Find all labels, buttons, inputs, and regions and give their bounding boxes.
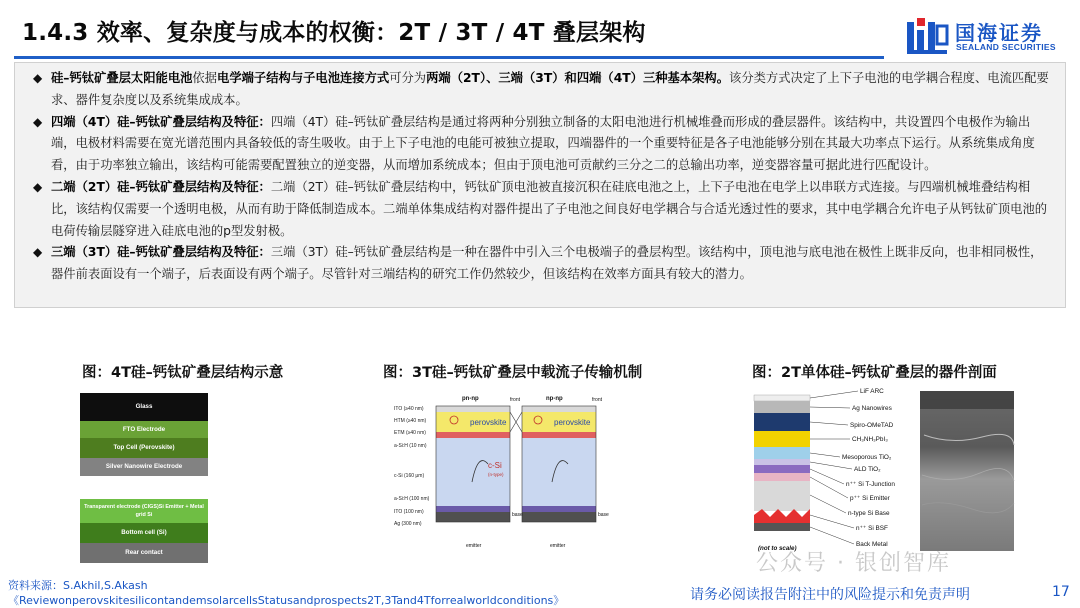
fig2-label-3: a-Si:H (10 nm) [394, 443, 427, 449]
bullet-bold-text: 电学端子结构与子电池连接方式 [217, 71, 390, 85]
figure-2t-device-cross-section [752, 385, 1017, 553]
layer-bottom-cell: Bottom cell (Si) [80, 523, 208, 543]
fig3-label-7: p⁺⁺ Si Emitter [850, 495, 890, 502]
fig3-not-to-scale: (not to scale) [758, 545, 797, 552]
fig2-label-1: HTM (≥40 nm) [394, 418, 427, 424]
page-title: 1.4.3 效率、复杂度与成本的权衡：2T / 3T / 4T 叠层架构 [22, 20, 646, 46]
fig3-label-5: ALD TiO₂ [854, 466, 881, 473]
fig3-label-0: LiF ARC [860, 388, 884, 395]
bullet-marker: ◆ [33, 245, 43, 260]
page-number: 17 [1052, 584, 1070, 600]
fig3-label-8: n-type Si Base [848, 510, 890, 517]
layer-agnw: Silver Nanowire Electrode [80, 458, 208, 476]
watermark: 公众号 · 银创智库 [756, 551, 951, 576]
fig3-leader-lines [810, 391, 858, 544]
layer-fto: FTO Electrode [80, 421, 208, 438]
fig2-csi-label: c-Si [488, 461, 502, 470]
fig2-label-5: a-Si:H (100 nm) [394, 496, 430, 502]
bullet-paragraph [27, 177, 1051, 242]
summary-text-box [14, 62, 1066, 308]
bullet-bold-text: 硅–钙钛矿叠层太阳能电池 [51, 71, 193, 85]
bullet-bold-text: 三端（3T）硅–钙钛矿叠层结构及特征： [51, 245, 271, 260]
bullet-paragraph [27, 242, 1051, 286]
title-divider [14, 56, 884, 59]
source-line-2: 《ReviewonperovskitesilicontandemsolarcellsStatusandprospects2T,3Tand4Tforrealworldconditions》 [8, 594, 565, 607]
fig2-front-1: front [510, 397, 521, 403]
fig2-label-2: ETM (≥40 nm) [394, 430, 426, 436]
fig3-label-3: CH₃NH₃PbI₃ [852, 436, 888, 443]
source-line-1: 资料来源：S.Akhil,S.Akash [8, 579, 148, 592]
bullet-marker: ◆ [33, 179, 43, 194]
figure-4t-structure [80, 393, 210, 563]
fig2-emitter-1: emitter [466, 543, 482, 549]
fig3-label-9: n⁺⁺ Si BSF [856, 525, 888, 532]
fig2-perovskite-label-1: perovskite [470, 418, 507, 427]
fig3-label-6: n⁺⁺ Si T-Junction [846, 481, 895, 488]
bullet-marker: ◆ [33, 71, 43, 85]
bullet-paragraph [27, 112, 1051, 177]
figure-caption-2t: 图：2T单体硅–钙钛矿叠层的器件剖面 [752, 365, 997, 381]
disclaimer: 请务必阅读报告附注中的风险提示和免责声明 [690, 587, 970, 603]
fig3-label-1: Ag Nanowires [852, 405, 892, 412]
figure-3t-carrier-transport [392, 392, 617, 550]
bullet-paragraph [27, 68, 1051, 112]
fig2-csi-sub: (n-type) [488, 472, 504, 477]
fig3-label-10: Back Metal [856, 541, 888, 548]
logo-text-cn: 国海证券 [955, 21, 1043, 45]
bullet-text: 该分类方式决定了上下子电池的电学耦合程度、电流匹配要求、器件复杂度以及系统集成成本。 [51, 71, 1049, 107]
bullet-bold-text: 四端（4T）硅–钙钛矿叠层结构及特征： [51, 114, 271, 129]
fig2-label-7: Ag (300 nm) [394, 521, 422, 527]
fig2-label-6: ITO (100 nm) [394, 509, 424, 515]
layer-glass: Glass [80, 393, 208, 421]
bullet-bold-text: 两端（2T）、三端（3T）和四端（4T）三种基本架构。 [426, 71, 730, 85]
fig3-label-4: Mesoporous TiO₂ [842, 454, 892, 461]
layer-top-cell: Top Cell (Perovskite) [80, 438, 208, 458]
logo-text-en: SEALAND SECURITIES [956, 42, 1056, 52]
fig2-col-label-1: pn-np [462, 396, 479, 402]
fig2-label-4: c-Si (160 μm) [394, 473, 425, 479]
layer-transparent-electrode: Transparent electrode (CIGS)Si Emitter + Metal grid Si [80, 499, 208, 523]
company-logo [905, 14, 1065, 58]
layer-rear-contact: Rear contact [80, 543, 208, 563]
bullet-marker: ◆ [33, 114, 43, 129]
sem-image [920, 391, 1014, 551]
fig2-col-label-2: np-np [546, 396, 563, 402]
bullet-text: 三端（3T）硅–钙钛矿叠层结构是一种在器件中引入三个电极端子的叠层构型。该结构中，顶电池与底电池在极性上既非反向，也非相同极性，器件前表面设有一个端子，后表面设有两个端子。尽管针对三端结构的研究工作仍然较少，但该结构在效率方面具有较大的潜力。 [51, 245, 1043, 282]
sealand-logo-icon [905, 16, 949, 56]
bullet-bold-text: 二端（2T）硅–钙钛矿叠层结构及特征： [51, 179, 271, 194]
fig3-layer-stack [754, 395, 810, 531]
figure-caption-4t: 图：4T硅–钙钛矿叠层结构示意 [82, 365, 284, 381]
figure-caption-3t: 图：3T硅–钙钛矿叠层中载流子传输机制 [383, 365, 643, 381]
fig2-perovskite-label-2: perovskite [554, 418, 591, 427]
header [0, 0, 1080, 58]
bullet-text: 依据 [192, 71, 218, 85]
bullet-text: 可分为 [389, 71, 427, 85]
fig2-label-0: ITO (≥40 nm) [394, 406, 424, 412]
fig2-base-1: base [512, 512, 523, 518]
bullet-text: 四端（4T）硅–钙钛矿叠层结构是通过将两种分别独立制备的太阳电池进行机械堆叠而形成的叠层器件。该结构中，共设置四个电极作为输出端，电极材料需要在宽光谱范围内具备较低的寄生吸收。由于上下子电池的电能可被独立提取，四端器件的一个重要特征是各子电池能够分别在其最大功率点下运行。从系统集成角度看，由于功率独立输出，该结构可能需要配置独立的逆变器，从而增加系统成本；但由于顶电池可贡献约三分之二的总输出功率，逆变器容量可据此进行匹配设计。 [51, 114, 1035, 173]
fig2-emitter-2: emitter [550, 543, 566, 549]
fig2-base-2: base [598, 512, 609, 518]
fig2-front-2: front [592, 397, 603, 403]
bullet-text: 二端（2T）硅–钙钛矿叠层结构中，钙钛矿顶电池被直接沉积在硅底电池之上，上下子电池在电学上以串联方式连接。与四端机械堆叠结构相比，该结构仅需要一个透明电极，从而有助于降低制造成本。二端单体集成结构对器件提出了子电池之间良好电学耦合与合适光透过性的要求，其中电学耦合允许电子从钙钛矿顶电池的电荷传输层隧穿进入硅底电池的p型发射极。 [51, 179, 1048, 238]
fig3-label-2: Spiro-OMeTAD [850, 422, 894, 429]
